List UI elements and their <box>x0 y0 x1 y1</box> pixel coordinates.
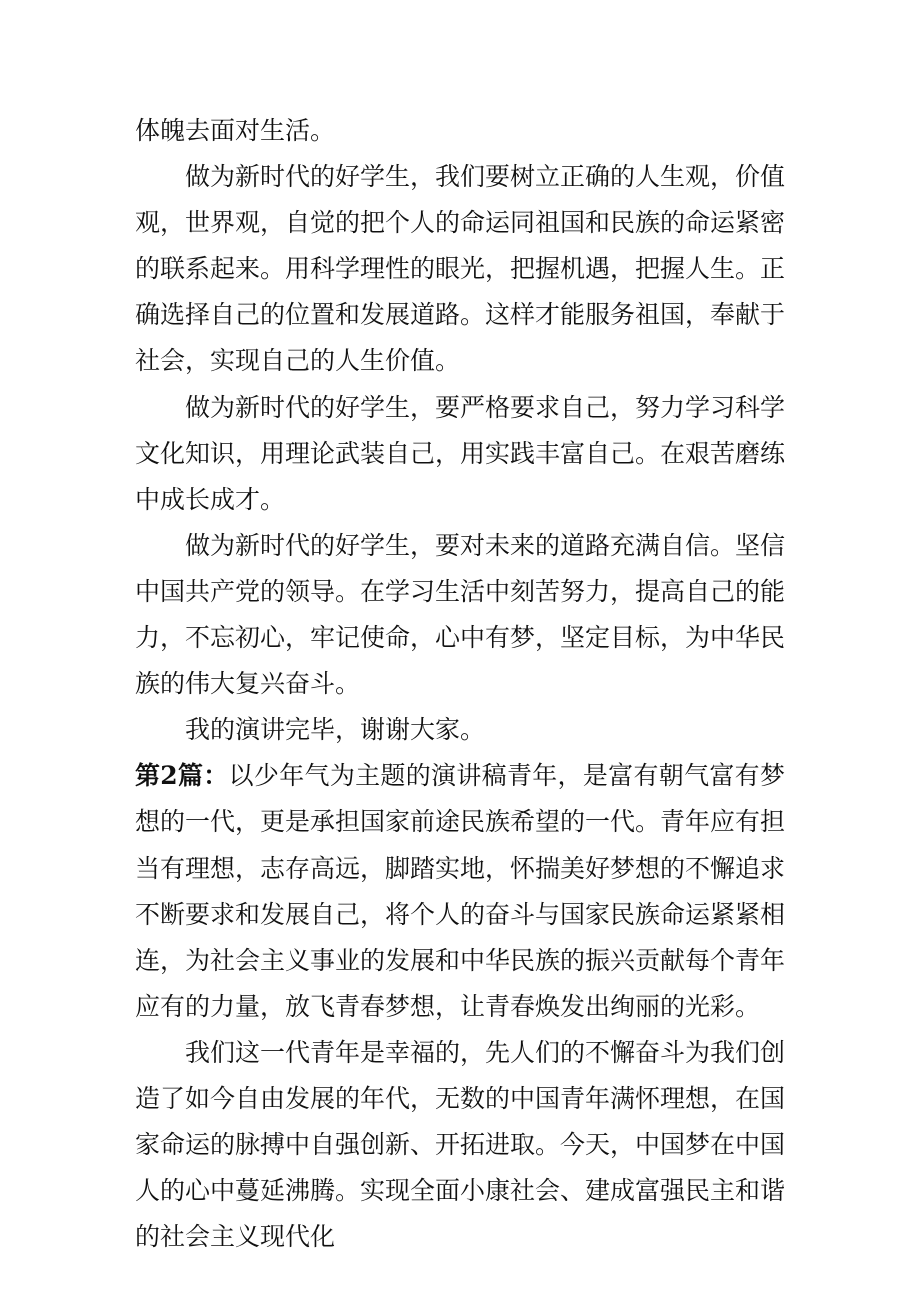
section-2-text: 以少年气为主题的演讲稿青年，是富有朝气富有梦想的一代，更是承担国家前途民族希望的一代。青年应有担当有理想，志存高远，脚踏实地，怀揣美好梦想的不懈追求不断要求和发展自己，将个人的奋斗与国家民族命运紧紧相连，为社会主义事业的发展和中华民族的振兴贡献每个青年应有的力量，放飞青春梦想，让青春焕发出绚丽的光彩。 <box>135 761 786 1021</box>
paragraph-3: 做为新时代的好学生，要严格要求自己，努力学习科学文化知识，用理论武装自己，用实践丰富自己。在艰苦磨练中成长成才。 <box>135 392 786 514</box>
paragraph-5: 我的演讲完毕，谢谢大家。 <box>185 715 486 745</box>
section-2-label: 第2篇： <box>135 761 229 791</box>
document-body <box>135 108 785 1260</box>
paragraph-7: 我们这一代青年是幸福的，先人们的不懈奋斗为我们创造了如今自由发展的年代，无数的中国青年满怀理想，在国家命运的脉搏中自强创新、开拓进取。今天，中国梦在中国人的心中蔓延沸腾。实现全面小康社会、建成富强民主和谐的社会主义现代化 <box>135 1037 786 1252</box>
paragraph-2: 做为新时代的好学生，我们要树立正确的人生观，价值观，世界观，自觉的把个人的命运同祖国和民族的命运紧密的联系起来。用科学理性的眼光，把握机遇，把握人生。正确选择自己的位置和发展道路。这样才能服务祖国，奉献于社会，实现自己的人生价值。 <box>135 162 786 376</box>
paragraph-1: 体魄去面对生活。 <box>135 116 336 145</box>
section-2-paragraph <box>135 753 785 1030</box>
paragraph-4: 做为新时代的好学生，要对未来的道路充满自信。坚信中国共产党的领导。在学习生活中刻苦努力，提高自己的能力，不忘初心，牢记使命，心中有梦，坚定目标，为中华民族的伟大复兴奋斗。 <box>135 530 786 699</box>
